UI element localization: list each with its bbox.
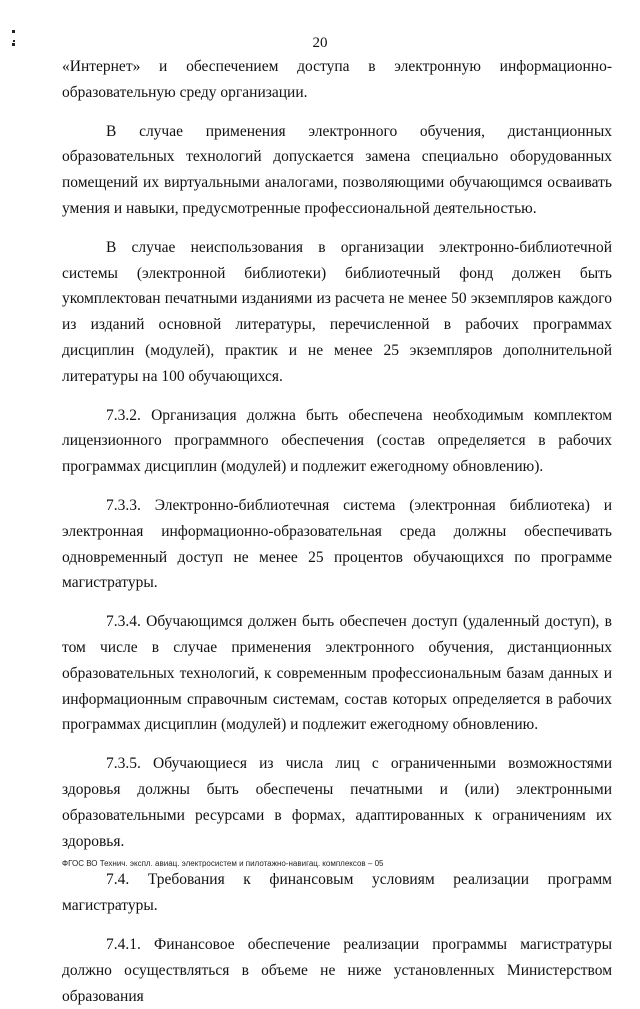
paragraph-7-4-1: 7.4.1. Финансовое обеспечение реализации программы магистратуры должно осуществляться в объеме не ниже установленных Министерством образования xyxy=(62,935,612,1005)
paragraph-7-3-4: 7.3.4. Обучающимся должен быть обеспечен доступ (удаленный доступ), в том числе в случае применения электронного обучения, дистанционных образовательных технологий, к современным профессиональным базам данных и информационным справочным системам, состав которых определяется в рабочих программах дисциплин (модулей) и подлежит ежегодному обновлению. xyxy=(62,613,612,734)
paragraph-continuation: «Интернет» и обеспечением доступа в электронную информационно-образовательную среду организации. xyxy=(62,58,612,101)
paragraph-7-4: 7.4. Требования к финансовым условиям реализации программ магистратуры. xyxy=(62,871,612,915)
paragraph-7-3-5: 7.3.5. Обучающиеся из числа лиц с ограниченными возможностями здоровья должны быть обеспечены печатными и (или) электронными образовательными ресурсами в формах, адаптированных к ограничениям их здоровья. xyxy=(62,755,612,850)
paragraph-library-fund: В случае неиспользования в организации электронно-библиотечной системы (электронной библиотеки) библиотечный фонд должен быть укомплектован печатными изданиями из расчета не менее 50 экземпляров каждого из изданий основной литературы, перечисленной в рабочих программах дисциплин (модулей), практик и не менее 25 экземпляров дополнительной литературы на 100 обучающихся. xyxy=(62,238,612,385)
footer-note: ФГОС ВО Технич. экспл. авиац. электросистем и пилотажно-навигац. комплексов – 05 xyxy=(62,859,384,868)
paragraph-7-3-2: 7.3.2. Организация должна быть обеспечена необходимым комплектом лицензионного программного обеспечения (состав определяется в рабочих программах дисциплин (модулей) и подлежит ежегодному обновлению). xyxy=(62,406,612,476)
page-number: 20 xyxy=(312,35,328,51)
paragraph-virtual-analogs: В случае применения электронного обучения, дистанционных образовательных технологий допускается замена специально оборудованных помещений их виртуальными аналогами, позволяющими обучающимся осваивать умения и навыки, предусмотренные профессиональной деятельностью. xyxy=(62,122,612,217)
paragraph-7-3-3: 7.3.3. Электронно-библиотечная система (электронная библиотека) и электронная информационно-образовательная среда должны обеспечивать одновременный доступ не менее 25 процентов обучающихся по программе магистратуры. xyxy=(62,496,612,592)
scan-mark xyxy=(12,30,15,33)
